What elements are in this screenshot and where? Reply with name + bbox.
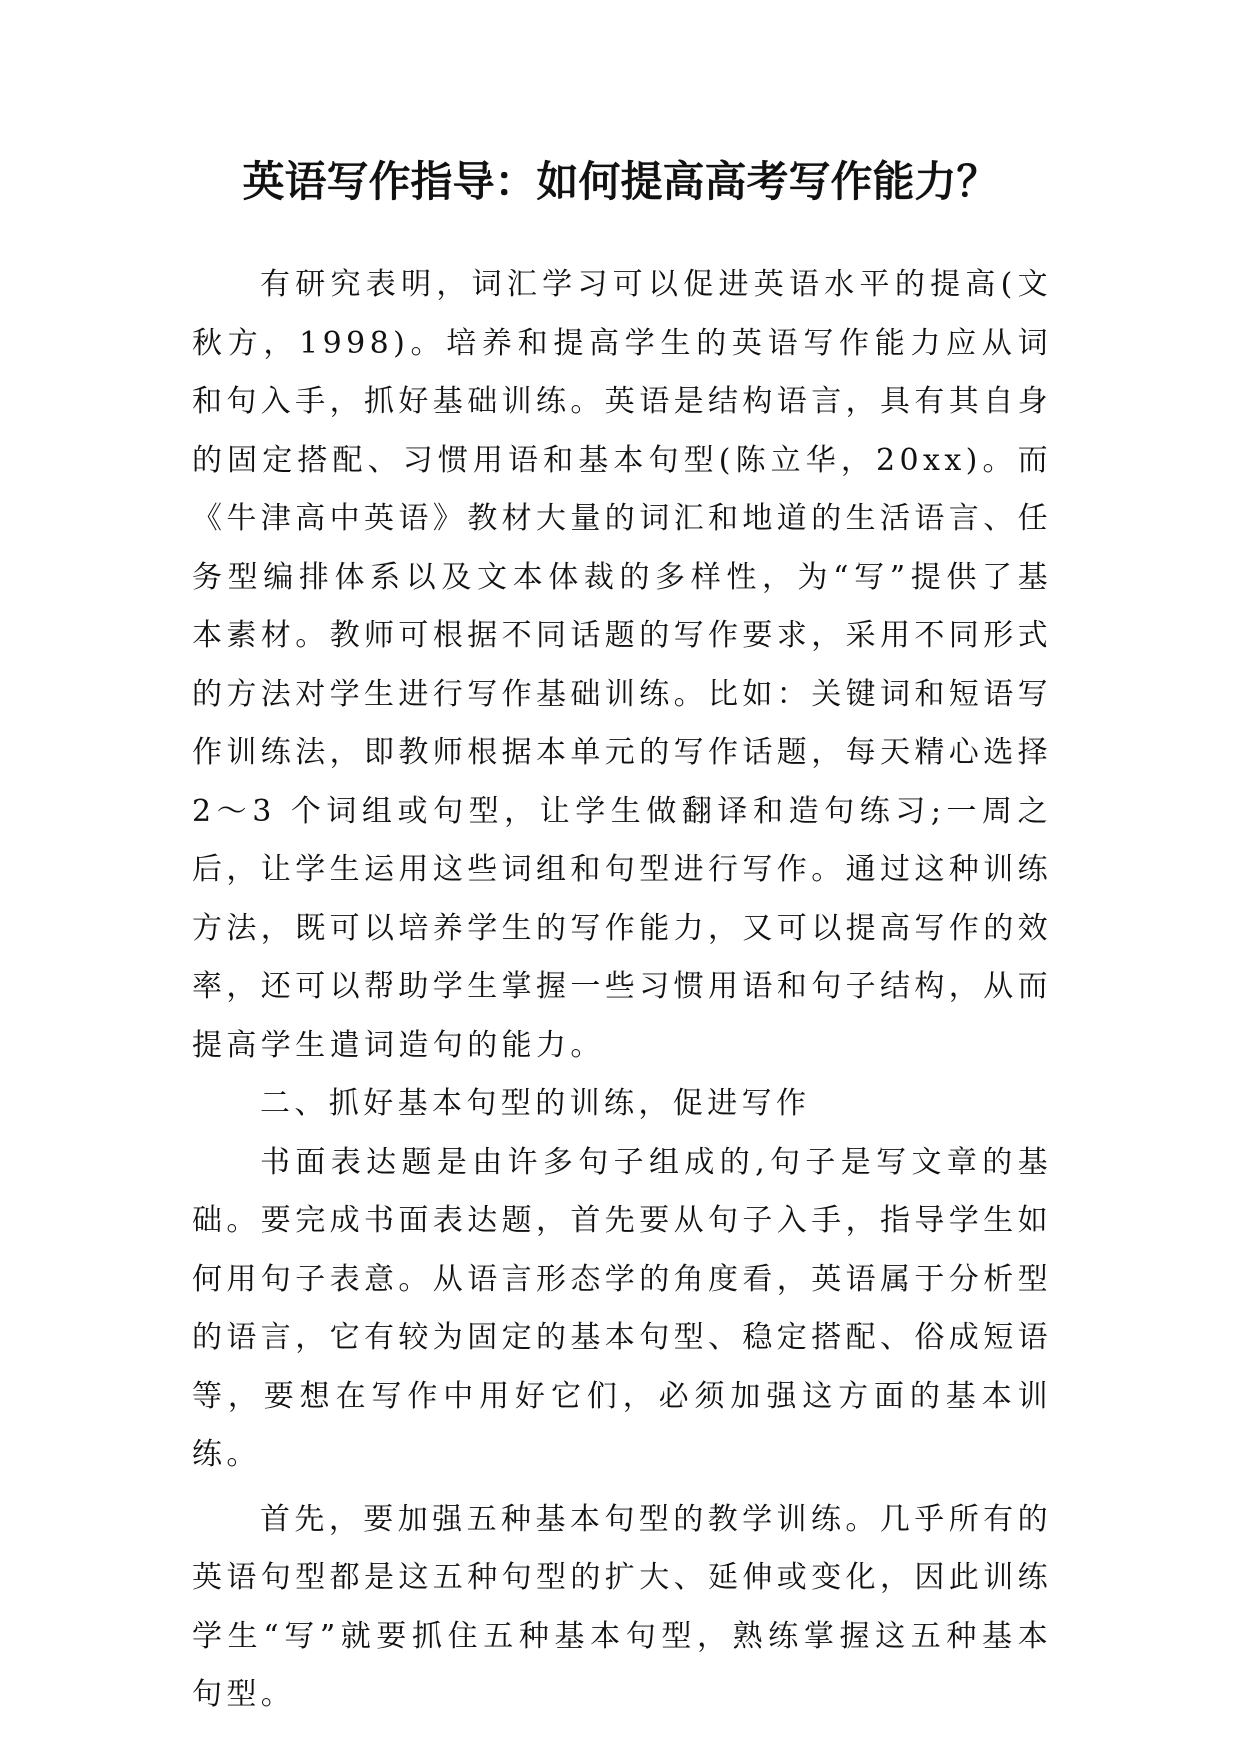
paragraph-vocabulary-training: 有研究表明，词汇学习可以促进英语水平的提高(文秋方，1998)。培养和提高学生的英语写作能力应从词和句入手，抓好基础训练。英语是结构语言，具有其自身的固定搭配、习惯用语和基本句型(陈立华，20xx)。而《牛津高中英语》教材大量的词汇和地道的生活语言、任务型编排体系以及文本体裁的多样性，为“写”提供了基本素材。教师可根据不同话题的写作要求，采用不同形式的方法对学生进行写作基础训练。比如：关键词和短语写作训练法，即教师根据本单元的写作话题，每天精心选择 2～3 个词组或句型，让学生做翻译和造句练习;一周之后，让学生运用这些词组和句型进行写作。通过这种训练方法，既可以培养学生的写作能力，又可以提高写作的效率，还可以帮助学生掌握一些习惯用语和句子结构，从而提高学生遣词造句的能力。 bbox=[192, 267, 1052, 1063]
paragraph-written-expression: 书面表达题是由许多句子组成的,句子是写文章的基础。要完成书面表达题，首先要从句子入手，指导学生如何用句子表意。从语言形态学的角度看，英语属于分析型的语言，它有较为固定的基本句型、稳定搭配、俗成短语等，要想在写作中用好它们，必须加强这方面的基本训练。 bbox=[192, 1144, 1052, 1472]
paragraph-five-sentence-patterns: 首先，要加强五种基本句型的教学训练。几乎所有的英语句型都是这五种句型的扩大、延伸或变化，因此训练学生“写”就要抓住五种基本句型，熟练掌握这五种基本句型。 bbox=[192, 1501, 1052, 1712]
document-title: 英语写作指导：如何提高高考写作能力？ bbox=[242, 157, 999, 206]
section-heading-sentence-patterns: 二、抓好基本句型的训练，促进写作 bbox=[260, 1086, 811, 1121]
document-body bbox=[192, 256, 1052, 1725]
